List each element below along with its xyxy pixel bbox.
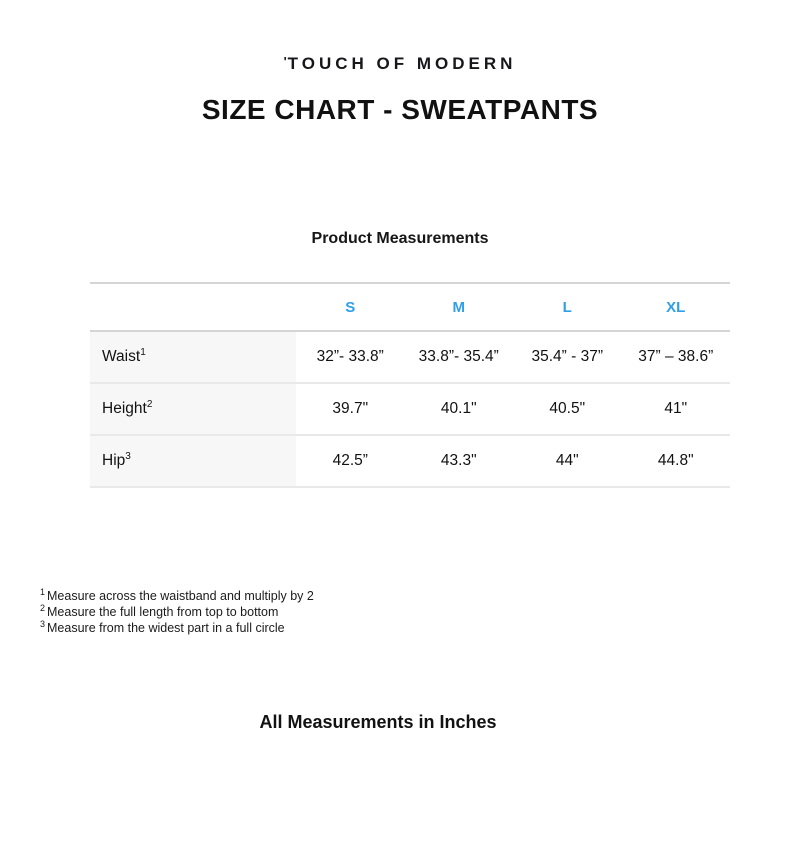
cell-hip-l: 44" — [555, 452, 579, 469]
table-row-waist — [90, 331, 730, 383]
size-header-row — [90, 283, 730, 331]
size-header-l: L — [562, 298, 572, 316]
row-label-text: Height — [102, 400, 147, 417]
page-title: SIZE CHART - SWEATPANTS — [201, 94, 599, 125]
cell-height-m: 40.1" — [440, 400, 477, 417]
cell-waist-s: 32”- 33.8” — [316, 348, 384, 365]
table-caption: Product Measurements — [311, 230, 489, 247]
cell-waist-xl: 37” – 38.6” — [638, 348, 714, 365]
footnote-ref: 3 — [40, 618, 46, 629]
size-header-s: S — [345, 298, 356, 316]
footnote-ref: 3 — [125, 450, 131, 462]
size-header-m: M — [452, 298, 465, 316]
cell-height-s: 39.7" — [332, 400, 369, 417]
size-chart-table — [90, 282, 730, 488]
table-row-hip — [90, 435, 730, 487]
brand-name: TOUCH OF MODERN — [287, 54, 517, 73]
row-label-waist — [90, 331, 296, 383]
footnote-text: Measure the full length from top to bottom — [47, 605, 279, 619]
footnote-1 — [40, 588, 800, 604]
brand-mark: ' — [283, 54, 287, 69]
size-chart-page — [0, 54, 800, 854]
cell-hip-s: 42.5” — [332, 452, 368, 469]
measurements-unit-note: All Measurements in Inches — [259, 712, 497, 732]
header-empty-cell — [90, 283, 296, 331]
row-label-text: Hip — [102, 452, 126, 469]
table-row-height — [90, 383, 730, 435]
brand-logo — [0, 54, 800, 74]
footnote-ref: 1 — [40, 586, 46, 597]
row-label-text: Waist — [102, 348, 141, 365]
cell-height-xl: 41" — [664, 400, 688, 417]
cell-height-l: 40.5" — [549, 400, 586, 417]
footnote-2 — [40, 604, 800, 620]
cell-hip-xl: 44.8" — [657, 452, 694, 469]
footnote-text: Measure from the widest part in a full circle — [47, 621, 285, 635]
cell-waist-l: 35.4” - 37” — [531, 348, 603, 365]
footnotes — [40, 588, 800, 636]
cell-waist-m: 33.8”- 35.4” — [418, 348, 499, 365]
footnote-ref: 2 — [40, 602, 46, 613]
footnote-ref: 1 — [140, 346, 146, 358]
row-label-height — [90, 383, 296, 435]
row-label-hip — [90, 435, 296, 487]
cell-hip-m: 43.3" — [440, 452, 477, 469]
footnote-text: Measure across the waistband and multiply by 2 — [47, 589, 314, 603]
size-header-xl: XL — [666, 298, 686, 316]
footnote-3 — [40, 620, 800, 636]
footnote-ref: 2 — [146, 398, 153, 410]
